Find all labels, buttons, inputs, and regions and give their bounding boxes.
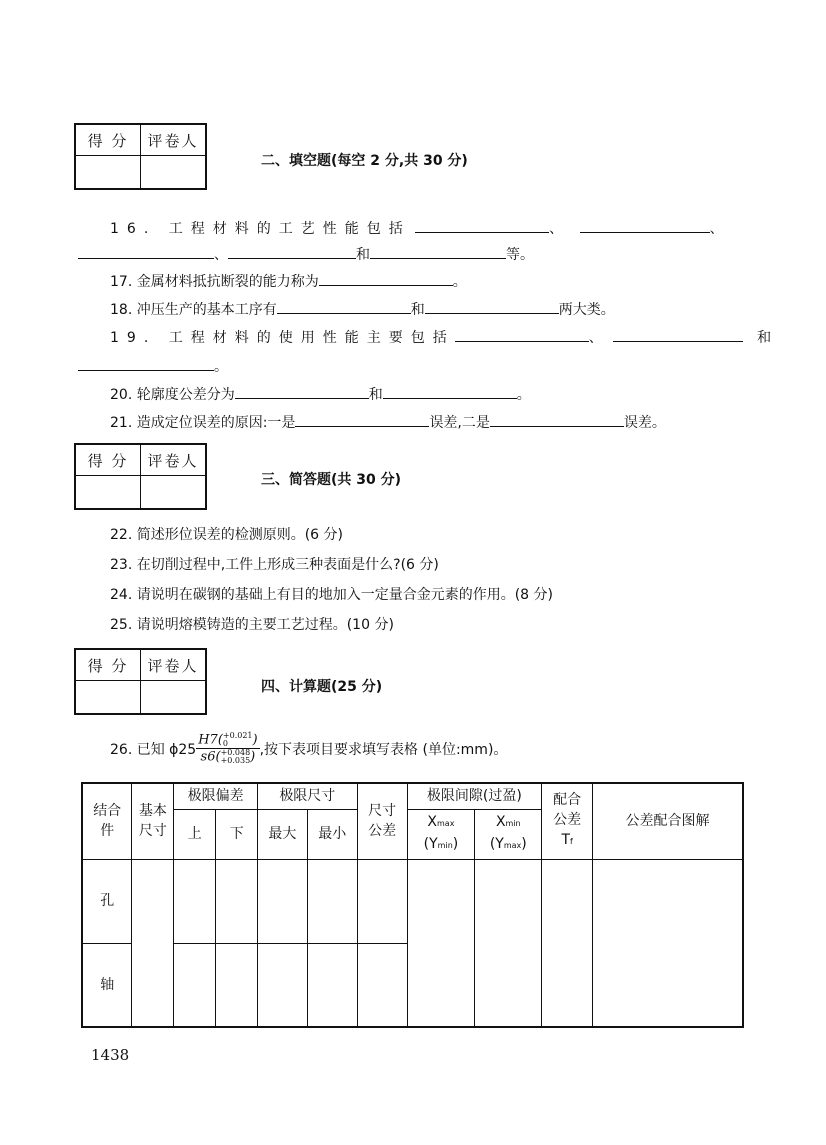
q16-sep: 、: [549, 221, 564, 237]
q16-blank-5[interactable]: [370, 244, 506, 259]
q16-sep: 、: [214, 247, 228, 263]
grader-cell[interactable]: [141, 476, 207, 510]
q16-and: 和: [356, 247, 370, 263]
hole-max-cell[interactable]: [258, 859, 308, 943]
section-2-title: 二、填空题(每空 2 分,共 30 分): [261, 153, 468, 169]
score-label: 得 分: [75, 124, 141, 156]
score-label: 得 分: [75, 444, 141, 476]
question-25: 25. 请说明熔模铸造的主要工艺过程。(10 分): [110, 617, 394, 633]
grader-label: 评卷人: [141, 649, 207, 681]
q16-sep: 、: [709, 221, 724, 237]
q21-blank-1[interactable]: [295, 412, 429, 427]
question-23: 23. 在切削过程中,工件上形成三种表面是什么?(6 分): [110, 557, 439, 573]
hole-upper-cell[interactable]: [174, 859, 216, 943]
question-17: [110, 271, 467, 291]
question-19: [110, 327, 771, 347]
header-lower: 下: [216, 809, 258, 859]
q16-blank-2[interactable]: [580, 218, 710, 233]
grader-cell[interactable]: [141, 681, 207, 715]
q19-text: 19. 工程材料的使用性能主要包括: [110, 330, 455, 346]
question-19-cont: [78, 356, 228, 376]
score-label: 得 分: [75, 649, 141, 681]
score-cell[interactable]: [75, 681, 141, 715]
score-box-section-2: [74, 123, 207, 190]
hole-tolerance-cell[interactable]: [357, 859, 407, 943]
row-shaft-label: 轴: [82, 943, 132, 1027]
row-hole-label: 孔: [82, 859, 132, 943]
xmax-cell[interactable]: [407, 859, 475, 1027]
q20-and: 和: [368, 387, 383, 403]
shaft-min-cell[interactable]: [307, 943, 357, 1027]
q18-end: 两大类。: [558, 302, 615, 318]
q17-text: 17. 金属材料抵抗断裂的能力称为: [110, 274, 319, 290]
q19-blank-1[interactable]: [455, 327, 589, 342]
question-16-cont: [78, 244, 534, 264]
q19-sep: 、: [588, 330, 603, 346]
hole-min-cell[interactable]: [307, 859, 357, 943]
fit-tolerance-cell[interactable]: [542, 859, 593, 1027]
question-21: [110, 412, 666, 432]
q19-and: 和: [757, 330, 772, 346]
question-16: [110, 218, 724, 238]
question-22: 22. 简述形位误差的检测原则。(6 分): [110, 527, 343, 543]
page-number: 1438: [91, 1046, 130, 1064]
q16-blank-3[interactable]: [78, 244, 214, 259]
shaft-max-cell[interactable]: [258, 943, 308, 1027]
q16-text: 16. 工程材料的工艺性能包括: [110, 221, 411, 237]
q18-blank-1[interactable]: [277, 299, 411, 314]
header-limit-clearance: 极限间隙(过盈): [407, 783, 542, 809]
fit-tolerance-label: 配合公差: [553, 792, 582, 829]
header-xmax-ymin: Xmax (Ymin): [407, 809, 475, 859]
score-cell[interactable]: [75, 156, 141, 190]
section-4-title: 四、计算题(25 分): [261, 679, 383, 695]
q20-blank-2[interactable]: [383, 384, 517, 399]
question-26: [110, 732, 507, 765]
header-size-tolerance: 尺寸公差: [357, 783, 407, 859]
q16-blank-4[interactable]: [228, 244, 356, 259]
header-upper: 上: [174, 809, 216, 859]
header-fit-tolerance: 配合公差 Tf: [542, 783, 593, 859]
q16-end: 等。: [506, 247, 534, 263]
score-box-section-4: [74, 648, 207, 715]
score-cell[interactable]: [75, 476, 141, 510]
q20-blank-1[interactable]: [235, 384, 369, 399]
score-box-section-3: [74, 443, 207, 510]
q21-end: 误差。: [623, 415, 666, 431]
question-20: [110, 384, 531, 404]
fit-denominator: s6( +0.048 +0.035 ): [200, 748, 256, 765]
tf-symbol: T: [561, 832, 570, 849]
question-24: 24. 请说明在碳钢的基础上有目的地加入一定量合金元素的作用。(8 分): [110, 587, 553, 603]
shaft-upper-cell[interactable]: [174, 943, 216, 1027]
q20-end: 。: [516, 387, 531, 403]
header-fit-part: 结合件: [82, 783, 132, 859]
shaft-lower-cell[interactable]: [216, 943, 258, 1027]
header-basic-size: 基本尺寸: [132, 783, 174, 859]
q18-and: 和: [410, 302, 425, 318]
q26-suffix: ,按下表项目要求填写表格 (单位:mm)。: [259, 741, 508, 758]
header-max: 最大: [258, 809, 308, 859]
header-xmin-ymax: Xmin (Ymax): [475, 809, 542, 859]
shaft-tolerance-cell[interactable]: [357, 943, 407, 1027]
q21-text: 21. 造成定位误差的原因:一是: [110, 415, 296, 431]
fit-designation-fraction: [196, 732, 259, 765]
header-limit-size: 极限尺寸: [258, 783, 358, 809]
grader-label: 评卷人: [141, 444, 207, 476]
hole-lower-cell[interactable]: [216, 859, 258, 943]
fit-calculation-table: [81, 782, 744, 1028]
q16-blank-1[interactable]: [415, 218, 549, 233]
q21-mid: 误差,二是: [429, 415, 490, 431]
fit-numerator: H7( +0.021 0 ): [198, 731, 258, 748]
q19-end: 。: [214, 359, 228, 375]
question-18: [110, 299, 615, 319]
grader-cell[interactable]: [141, 156, 207, 190]
basic-size-cell[interactable]: [132, 859, 174, 1027]
q19-blank-2[interactable]: [613, 327, 743, 342]
q17-blank[interactable]: [319, 271, 453, 286]
header-limit-deviation: 极限偏差: [174, 783, 258, 809]
diagram-cell[interactable]: [593, 859, 743, 1027]
q18-text: 18. 冲压生产的基本工序有: [110, 302, 277, 318]
q20-text: 20. 轮廓度公差分为: [110, 387, 235, 403]
q21-blank-2[interactable]: [490, 412, 624, 427]
q26-prefix: 26. 已知 ϕ25: [110, 741, 197, 758]
section-3-title: 三、简答题(共 30 分): [261, 472, 402, 488]
xmin-cell[interactable]: [475, 859, 542, 1027]
q18-blank-2[interactable]: [425, 299, 559, 314]
grader-label: 评卷人: [141, 124, 207, 156]
header-diagram: 公差配合图解: [593, 783, 743, 859]
header-min: 最小: [307, 809, 357, 859]
q19-blank-3[interactable]: [78, 356, 214, 371]
q17-end: 。: [452, 274, 467, 290]
